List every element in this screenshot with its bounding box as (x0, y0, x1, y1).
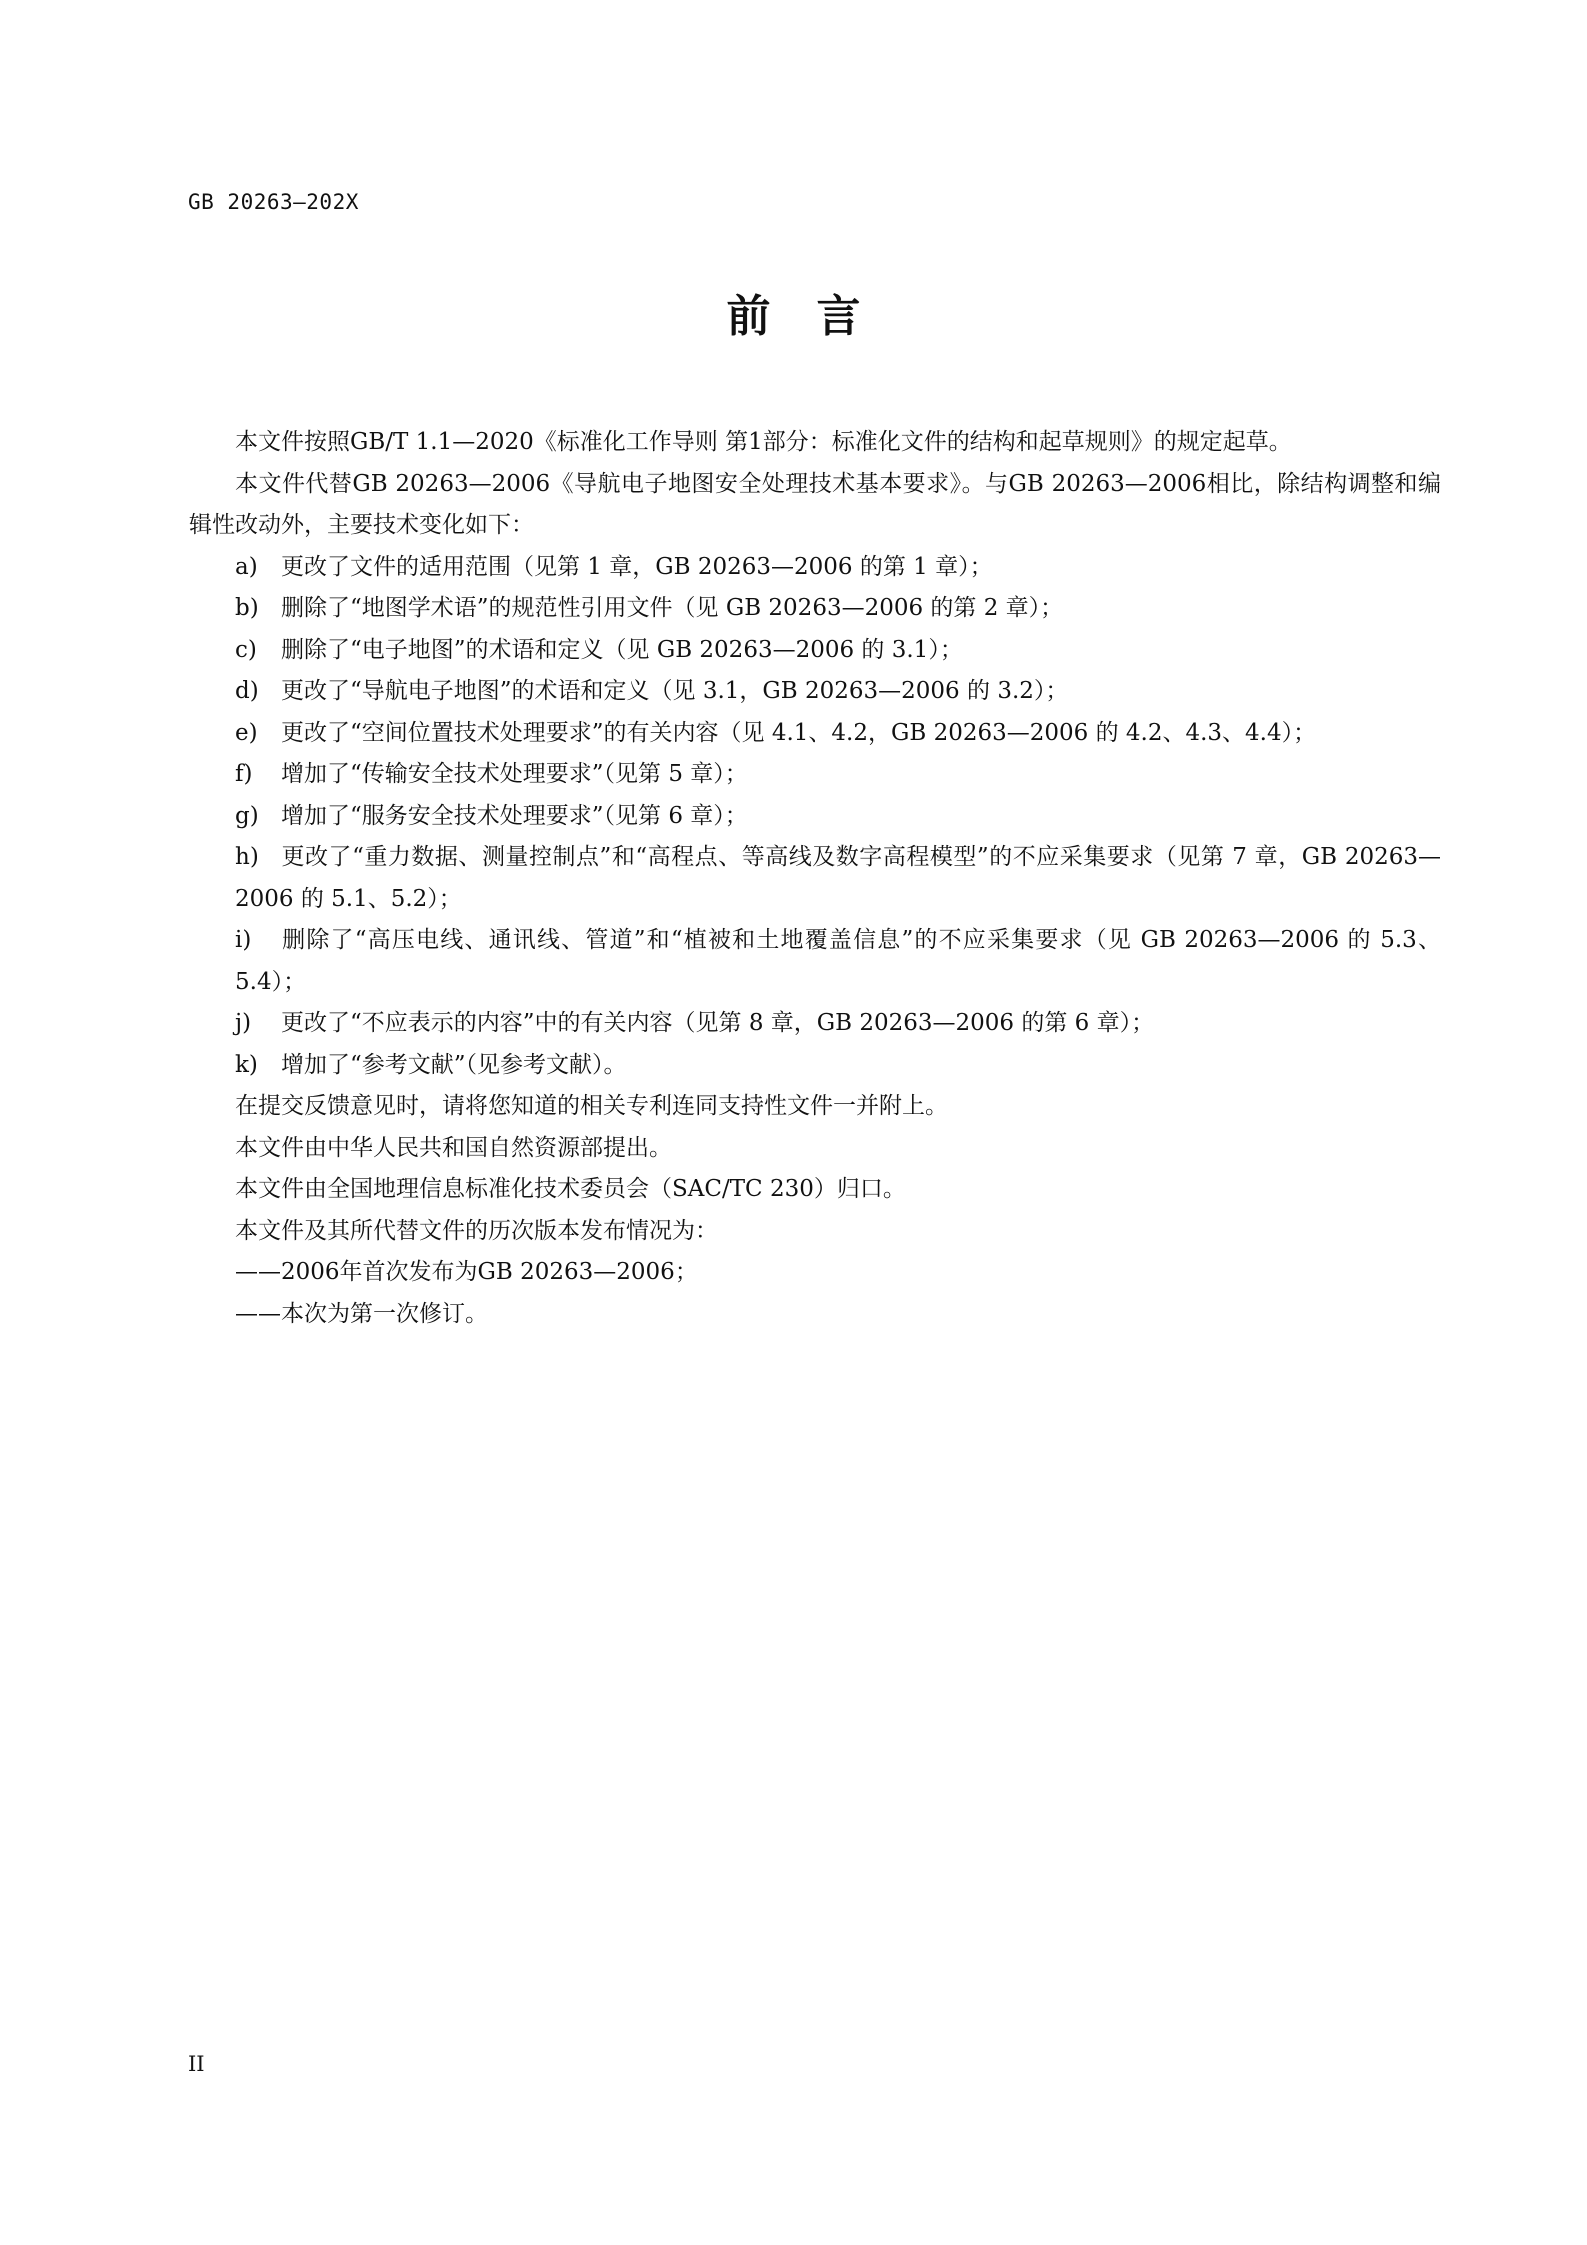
document-code: GB 20263—202X (188, 190, 359, 214)
list-item-text: 删除了“高压电线、通讯线、管道”和“植被和土地覆盖信息”的不应采集要求（见 GB 20263—2006 的 5.3、5.4）； (235, 927, 1441, 995)
list-item-text: 更改了“空间位置技术处理要求”的有关内容（见 4.1、4.2，GB 20263—2006 的 4.2、4.3、4.4）； (281, 719, 1317, 746)
list-marker: c) (235, 636, 257, 663)
list-item-text: 更改了“重力数据、测量控制点”和“高程点、等高线及数字高程模型”的不应采集要求（见第 7 章，GB 20263—2006 的 5.1、5.2）； (235, 844, 1441, 912)
list-marker: d) (235, 678, 259, 704)
list-item-text: 更改了“导航电子地图”的术语和定义（见 3.1，GB 20263—2006 的 3.2）； (281, 678, 1069, 704)
list-marker: h) (235, 844, 259, 870)
list-marker: i) (235, 927, 252, 953)
paragraph-drafting-rules: 本文件按照GB/T 1.1—2020《标准化工作导则 第1部分：标准化文件的结构和起草规则》的规定起草。 (235, 429, 1292, 455)
list-item (189, 630, 1441, 672)
list-marker: a) (235, 553, 258, 580)
list-item (189, 920, 1441, 1003)
page-number: II (188, 2052, 205, 2076)
list-item-text: 增加了“参考文献”（见参考文献）。 (281, 1051, 627, 1078)
list-item (189, 754, 1441, 796)
list-item (189, 713, 1441, 755)
list-marker: f) (235, 761, 253, 787)
paragraph-feedback: 在提交反馈意见时，请将您知道的相关专利连同支持性文件一并附上。 (235, 1093, 948, 1119)
foreword-body (189, 422, 1441, 1335)
list-item-text: 删除了“地图学术语”的规范性引用文件（见 GB 20263—2006 的第 2 章）； (281, 595, 1064, 621)
paragraph-proposer: 本文件由中华人民共和国自然资源部提出。 (235, 1134, 672, 1161)
list-item (189, 547, 1441, 589)
list-item (189, 837, 1441, 920)
paragraph-committee: 本文件由全国地理信息标准化技术委员会（SAC/TC 230）归口。 (235, 1176, 906, 1202)
list-marker: e) (235, 719, 258, 746)
list-item-text: 更改了文件的适用范围（见第 1 章，GB 20263—2006 的第 1 章）； (281, 553, 993, 580)
list-item (189, 671, 1441, 713)
list-marker: b) (235, 595, 259, 621)
list-item-text: 更改了“不应表示的内容”中的有关内容（见第 8 章，GB 20263—2006 的第 6 章）； (281, 1010, 1155, 1036)
list-marker: k) (235, 1051, 258, 1078)
list-item (189, 588, 1441, 630)
list-item-text: 增加了“传输安全技术处理要求”（见第 5 章）； (281, 761, 748, 787)
list-item (189, 1003, 1441, 1045)
list-marker: g) (235, 802, 259, 829)
list-marker: j) (235, 1010, 252, 1036)
list-item (189, 1045, 1441, 1087)
list-item (189, 796, 1441, 838)
history-entry: ——本次为第一次修订。 (235, 1300, 488, 1327)
page-title: 前言 (726, 291, 907, 342)
list-item-text: 删除了“电子地图”的术语和定义（见 GB 20263—2006 的 3.1）； (281, 636, 963, 663)
history-entry: ——2006年首次发布为GB 20263—2006； (235, 1259, 698, 1285)
paragraph-history-intro: 本文件及其所代替文件的历次版本发布情况为： (235, 1217, 718, 1244)
list-item-text: 增加了“服务安全技术处理要求”（见第 6 章）； (281, 802, 748, 829)
paragraph-replacement: 本文件代替GB 20263—2006《导航电子地图安全处理技术基本要求》。与GB 20263—2006相比，除结构调整和编辑性改动外，主要技术变化如下： (189, 470, 1441, 538)
